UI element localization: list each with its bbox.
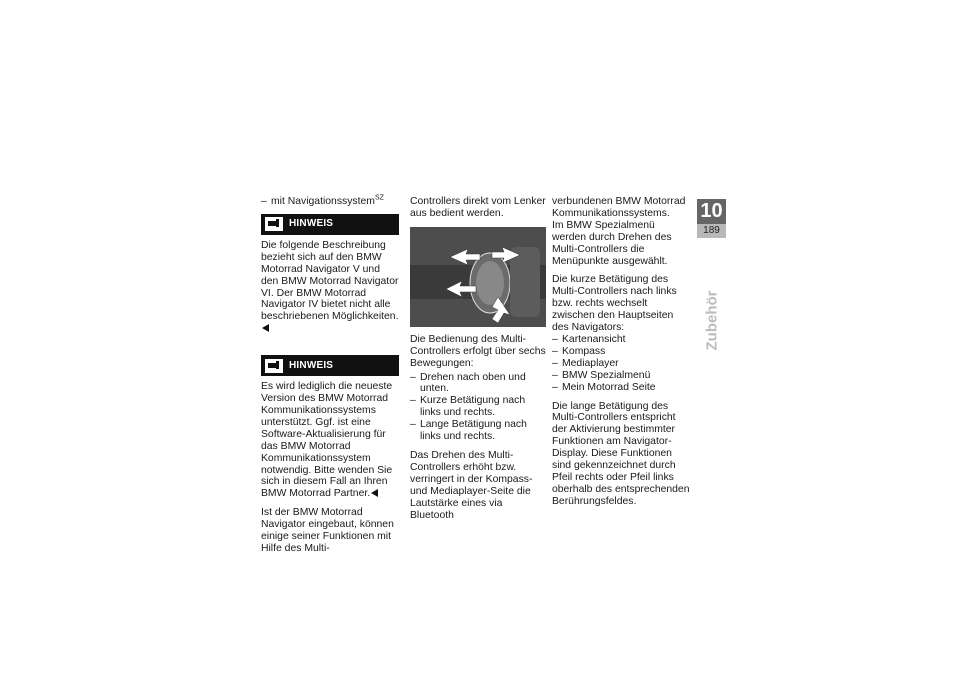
pages-list — [552, 334, 690, 394]
end-mark-icon — [262, 324, 269, 332]
paragraph: Im BMW Spezialmenü werden durch Drehen des Multi-Controllers die Menüpunkte ausgewählt. — [552, 219, 672, 267]
column-3 — [552, 196, 690, 515]
list-item: – Mediaplayer — [552, 358, 690, 370]
list-item: – Kurze Betätigung nach links und rechts. — [410, 395, 546, 419]
note-label-2: HINWEIS — [289, 359, 334, 371]
note-banner-1 — [261, 214, 399, 235]
paragraph: Controllers direkt vom Lenker aus bedient werden. — [410, 196, 546, 219]
chapter-title: Zubehör — [703, 290, 721, 351]
paragraph: Die kurze Betätigung des Multi-Controllers nach links bzw. rechts wechselt zwischen den Hauptseiten des Navigators: — [552, 274, 677, 334]
end-mark-icon — [371, 489, 378, 497]
note-label-1: HINWEIS — [289, 218, 334, 230]
note-icon — [265, 217, 283, 231]
paragraph: Die lange Betätigung des Multi-Controllers entspricht der Aktivierung bestimmter Funktionen am Navigator-Display. Diese Funktionen sind gekennzeichnet durch Pfeil rechts oder Pfeil links oberhalb des entsprechenden Berührungsfeldes. — [552, 400, 690, 507]
paragraph: Das Drehen des Multi-Controllers erhöht bzw. verringert in der Kompass- und Mediaplayer-Seite die Lautstärke eines via Bluetooth — [410, 449, 533, 521]
movement-list — [410, 372, 546, 443]
list-item-text: Mein Motorrad Seite — [562, 381, 656, 393]
list-item-text: Kartenansicht — [562, 333, 626, 345]
multi-controller-photo — [410, 227, 546, 327]
paragraph: Ist der BMW Motorrad Navigator eingebaut, können einige seiner Funktionen mit Hilfe des Multi- — [261, 507, 394, 554]
note-text-1: Die folgende Beschreibung bezieht sich auf den BMW Motorrad Navigator V und den BMW Motorrad Navigator VI. Der BMW Motorrad Navigator IV bietet nicht alle beschriebenen Möglichkeiten. — [261, 240, 399, 335]
list-item: – Kompass — [552, 346, 690, 358]
note-icon — [265, 359, 283, 373]
list-item-text: Mediaplayer — [562, 357, 619, 369]
column-1 — [261, 196, 399, 562]
first-item-text: mit Navigationssystem — [271, 196, 375, 207]
note-banner-2 — [261, 355, 399, 376]
list-item: – Kartenansicht — [552, 334, 690, 346]
list-item-text: Lange Betätigung nach links und rechts. — [420, 419, 527, 443]
list-item-text: Kompass — [562, 345, 606, 357]
chapter-marker — [697, 199, 726, 238]
list-item-text: Drehen nach oben und unten. — [420, 371, 526, 395]
column-2 — [410, 196, 546, 528]
first-item-superscript: SZ — [374, 194, 384, 202]
list-item: – mit Navigationssystem$^{SZ}$ — [261, 194, 384, 207]
list-item: – Mein Motorrad Seite — [552, 382, 690, 394]
list-item-text: Kurze Betätigung nach links und rechts. — [420, 395, 526, 419]
list-item: – BMW Spezialmenü — [552, 370, 690, 382]
paragraph: verbundenen BMW Motorrad Kommunikationssystems. — [552, 196, 686, 219]
list-item: – Drehen nach oben und unten. — [410, 372, 546, 396]
paragraph: Die Bedienung des Multi-Controllers erfolgt über sechs Bewegungen: — [410, 333, 546, 369]
list-item: – Lange Betätigung nach links und rechts. — [410, 419, 546, 443]
chapter-number: 10 — [697, 199, 726, 224]
page-number: 189 — [697, 224, 726, 238]
note-text-2: Es wird lediglich die neueste Version des BMW Motorrad Kommunikationssystems unterstützt. Ggf. ist eine Software-Aktualisierung für das BMW Motorrad Kommunikationssystem notwendig. Bitte wenden Sie sich in diesem Fall an Ihren BMW Motorrad Partner. — [261, 381, 393, 500]
list-item-text: BMW Spezialmenü — [562, 369, 651, 381]
